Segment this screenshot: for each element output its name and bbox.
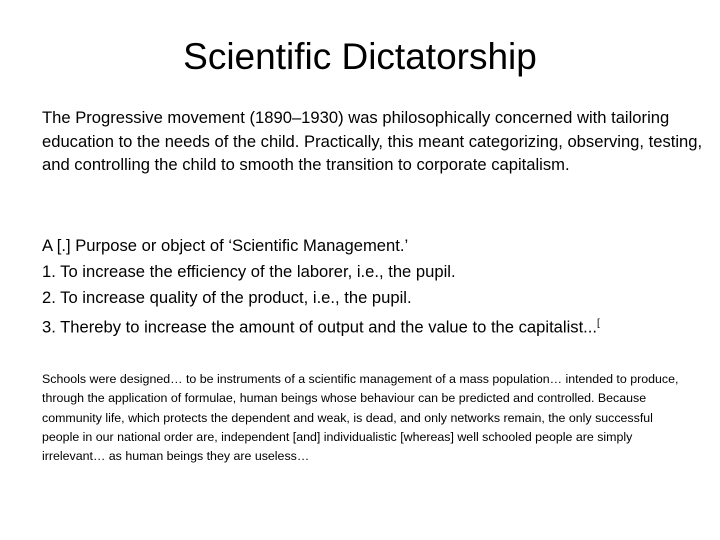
slide-title: Scientific Dictatorship [183,36,537,77]
purpose-list [42,233,706,341]
list-item-3-text: 3. Thereby to increase the amount of output and the value to the capitalist... [42,317,598,337]
list-item-3 [42,311,706,341]
quote-paragraph: Schools were designed… to be instruments of a scientific management of a mass population… intended to produce, through the application of formulae, human beings whose behaviour can be predicted and controlled. Because community life, which protects the dependent and weak, is dead, and only networks remain, the only successful people in our national order are, independent [and] individualistic [whereas] well schooled people are simply irrelevant… as human beings they are useless… [42,372,679,464]
footnote-reference-link[interactable]: [ [597,318,600,329]
list-item-1: 1. To increase the efficiency of the laborer, i.e., the pupil. [42,262,456,281]
list-item-2: 2. To increase quality of the product, i.e., the pupil. [42,288,412,307]
intro-paragraph: The Progressive movement (1890–1930) was philosophically concerned with tailoring education to the needs of the child. Practically, this meant categorizing, observing, testing, and controlling the child to smooth the transition to corporate capitalism. [42,108,703,174]
list-item-heading: A [.] Purpose or object of ‘Scientific Management.’ [42,236,409,255]
